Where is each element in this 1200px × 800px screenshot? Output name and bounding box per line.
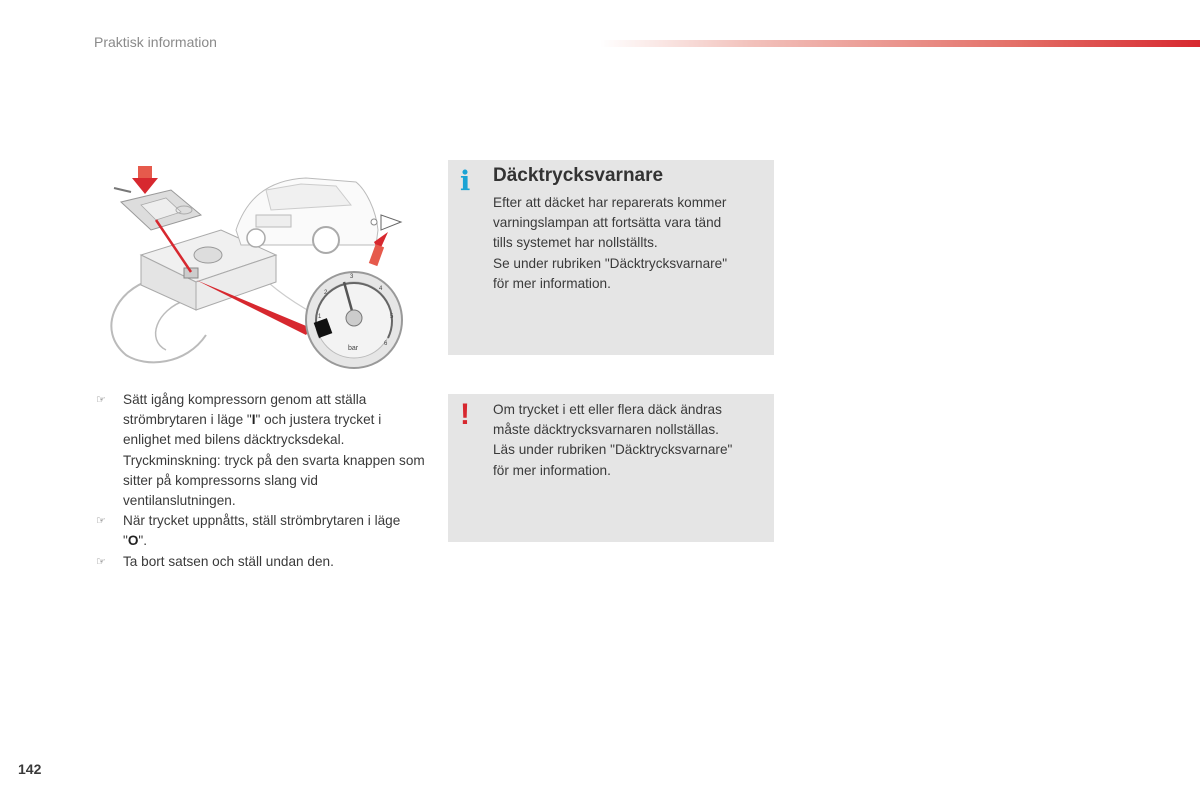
info-box-title: Däcktrycksvarnare: [493, 165, 664, 186]
gauge-tick-label: 2: [324, 290, 328, 296]
list-item: ☞ Ta bort satsen och ställ undan den.: [96, 552, 426, 572]
list-item: ☞ När trycket uppnåtts, ställ strömbrytaren i läge "O".: [96, 513, 401, 549]
pointing-hand-icon: ☞: [96, 515, 106, 528]
instruction-list: [96, 390, 426, 572]
exclamation-icon: !: [460, 398, 470, 431]
gauge-tick-label: 5: [390, 314, 394, 320]
gauge-tick-label: 6: [384, 341, 388, 347]
red-arrow-icon: [132, 166, 158, 194]
gauge-tick-label: 1: [318, 314, 322, 320]
gauge-tick-label: 3: [350, 274, 354, 280]
pointing-hand-icon: ☞: [96, 394, 106, 406]
warning-box-text: Om trycket i ett eller flera däck ändras måste däcktrycksvarnaren nollställas. Läs under rubriken "Däcktrycksvarnare" för mer information.: [493, 402, 733, 478]
list-item: ☞ Sätt igång kompressorn genom att ställa strömbrytaren i läge "I" och justera trycket i enlighet med bilens däcktrycksdekal. Tryckminskning: tryck på den svarta knappen som sitter på kompressorns slang vid ventilanslutningen.: [96, 392, 425, 509]
page-number: 142: [18, 761, 42, 777]
warning-box: [448, 394, 774, 542]
pressure-gauge: [306, 272, 402, 368]
gauge-unit-label: bar: [348, 345, 359, 352]
pointing-hand-icon: ☞: [96, 555, 106, 568]
section-title: Praktisk information: [94, 34, 217, 50]
gauge-tick-label: 4: [379, 286, 383, 292]
info-icon: i: [460, 166, 471, 197]
info-box-text: Efter att däcket har reparerats kommer varningslampan att fortsätta vara tänd tills systemet har nollställts. Se under rubriken "Däcktrycksvarnare" för mer information.: [493, 195, 728, 291]
info-box: [448, 160, 774, 355]
compressor-illustration: [96, 160, 421, 370]
header-accent-bar: [600, 40, 1200, 47]
